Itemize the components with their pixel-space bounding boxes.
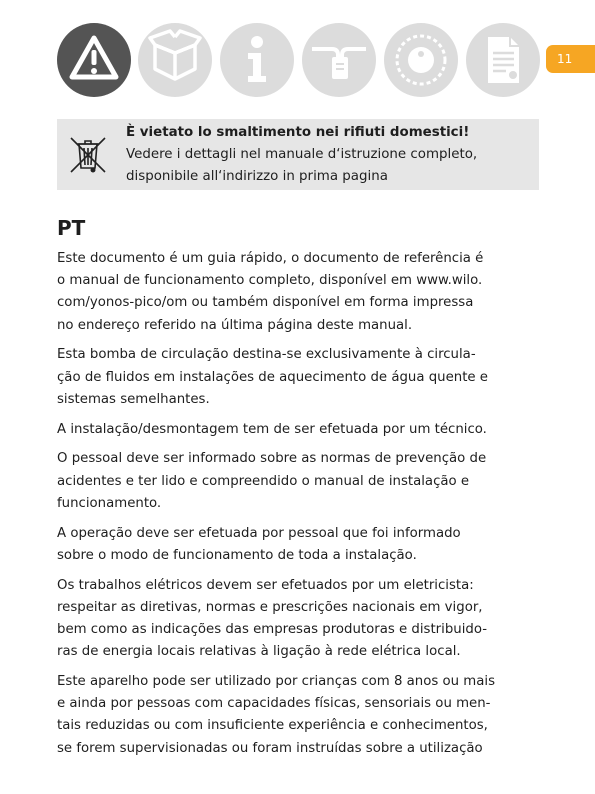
dial-icon <box>384 23 458 97</box>
document-icon <box>466 23 540 97</box>
paragraph <box>57 523 547 567</box>
text-line: o manual de funcionamento completo, disponível em www.wilo. <box>57 273 483 289</box>
text-line: A operação deve ser efetuada por pessoal que foi informado <box>57 525 461 541</box>
paragraph <box>57 575 547 664</box>
text-line: sistemas semelhantes. <box>57 391 210 407</box>
text-line: sobre o modo de funcionamento de toda a instalação. <box>57 547 417 563</box>
text-line: ção de fluidos em instalações de aquecimento de água quente e <box>57 369 488 385</box>
chapter-icon-row <box>57 23 537 97</box>
paragraph <box>57 344 547 411</box>
paragraph <box>57 448 547 515</box>
paragraph <box>57 419 547 441</box>
text-line: ras de energia locais relativas à ligação à rede elétrica local. <box>57 644 461 660</box>
text-line: A instalação/desmontagem tem de ser efetuada por um técnico. <box>57 421 487 437</box>
text-line: e ainda por pessoas com capacidades físicas, sensoriais ou men- <box>57 696 491 712</box>
text-line: O pessoal deve ser informado sobre as normas de prevenção de <box>57 451 487 467</box>
notice-title: È vietato lo smaltimento nei rifiuti domestici! <box>126 125 470 140</box>
paragraph <box>57 671 547 760</box>
pump-icon <box>302 23 376 97</box>
text-line: tais reduzidas ou com insuficiente experiência e conhecimentos, <box>57 718 488 734</box>
text-line: Esta bomba de circulação destina-se exclusivamente à circula- <box>57 347 476 363</box>
text-line: Este aparelho pode ser utilizado por crianças com 8 anos ou mais <box>57 674 496 690</box>
text-line: respeitar as diretivas, normas e prescrições nacionais em vigor, <box>57 599 483 615</box>
info-icon <box>220 23 294 97</box>
notice-line: Vedere i dettagli nel manuale d‘istruzione completo, <box>126 147 478 162</box>
text-line: no endereço referido na última página deste manual. <box>57 317 413 333</box>
text-line: Este documento é um guia rápido, o documento de referência é <box>57 251 484 266</box>
language-heading: PT <box>57 216 86 240</box>
text-line: bem como as indicações das empresas produtoras e distribuido- <box>57 622 488 638</box>
page-number: 11 <box>546 45 595 73</box>
package-icon <box>138 23 212 97</box>
notice-line: disponibile all‘indirizzo in prima pagina <box>126 169 388 184</box>
text-line: com/yonos-pico/om ou também disponível em forma impressa <box>57 295 474 311</box>
text-line: acidentes e ter lido e compreendido o manual de instalação e <box>57 473 470 489</box>
warning-icon <box>57 23 131 97</box>
disposal-notice <box>57 119 539 190</box>
text-line: Os trabalhos elétricos devem ser efetuados por um eletricista: <box>57 577 474 593</box>
paragraph <box>57 248 547 337</box>
text-line: funcionamento. <box>57 495 162 511</box>
crossed-bin-icon <box>65 132 111 178</box>
text-line: se forem supervisionadas ou foram instruídas sobre a utilização <box>57 740 483 756</box>
body-text <box>57 248 547 767</box>
